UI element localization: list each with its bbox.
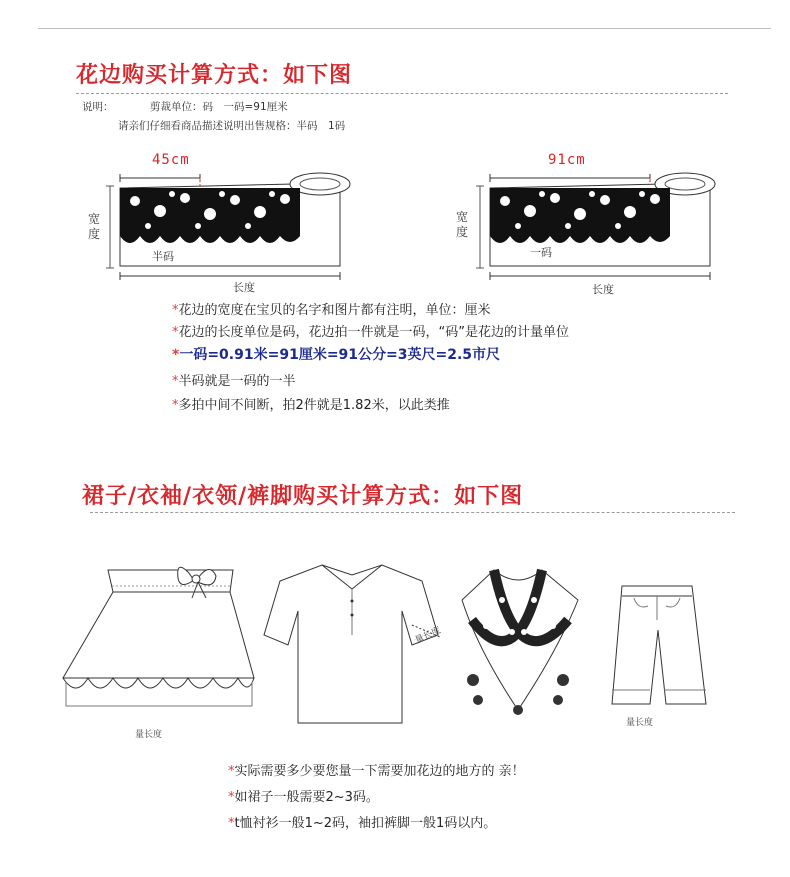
note-length-unit: *花边的长度单位是码，花边拍一件就是一码，“码”是花边的计量单位 <box>172 325 569 340</box>
note-actual-need: *实际需要多少要您量一下需要加花边的地方的 亲！ <box>228 764 525 779</box>
note-shirt-need: *t恤衬衫一般1~2码，袖扣裤脚一般1码以内。 <box>228 816 497 831</box>
note-half-yard: *半码就是一码的一半 <box>172 374 296 389</box>
left-length-measure: 45cm <box>152 152 190 168</box>
section2-title: 裙子/衣袖/衣领/裤脚购买计算方式：如下图 <box>82 483 524 509</box>
spec-text: 请亲们仔细看商品描述说明出售规格：半码 1码 <box>118 120 346 132</box>
pants-measure-label: 量长度 <box>626 718 654 728</box>
collar-illustration <box>458 560 582 720</box>
skirt-illustration <box>58 558 258 738</box>
explain-label: 说明： <box>82 101 114 113</box>
shirt-measure-label: 量长度 <box>413 625 443 647</box>
left-width-label: 宽度 <box>88 212 101 241</box>
left-length-label: 长度 <box>233 281 255 294</box>
section1-title: 花边购买计算方式：如下图 <box>76 62 353 88</box>
pants-illustration <box>594 580 714 710</box>
right-inner-label: 一码 <box>530 246 552 259</box>
unit-text: 剪裁单位：码 一码=91厘米 <box>150 101 288 113</box>
note-conversion: *一码=0.91米=91厘米=91公分=3英尺=2.5市尺 <box>172 347 501 363</box>
top-divider <box>38 28 771 29</box>
right-width-label: 宽度 <box>456 210 469 239</box>
section2-dashed-divider <box>90 512 735 513</box>
left-inner-label: 半码 <box>152 250 174 263</box>
section1-dashed-divider <box>76 93 728 94</box>
note-width: *花边的宽度在宝贝的名字和图片都有注明，单位：厘米 <box>172 303 491 318</box>
right-length-measure: 91cm <box>548 152 586 168</box>
lace-one-yard-diagram <box>470 166 730 286</box>
lace-half-yard-diagram <box>100 166 360 286</box>
note-skirt-need: *如裙子一般需要2~3码。 <box>228 790 379 805</box>
right-length-label: 长度 <box>592 283 614 296</box>
note-multiple: *多拍中间不间断，拍2件就是1.82米，以此类推 <box>172 398 450 413</box>
skirt-measure-label: 量长度 <box>135 730 163 740</box>
